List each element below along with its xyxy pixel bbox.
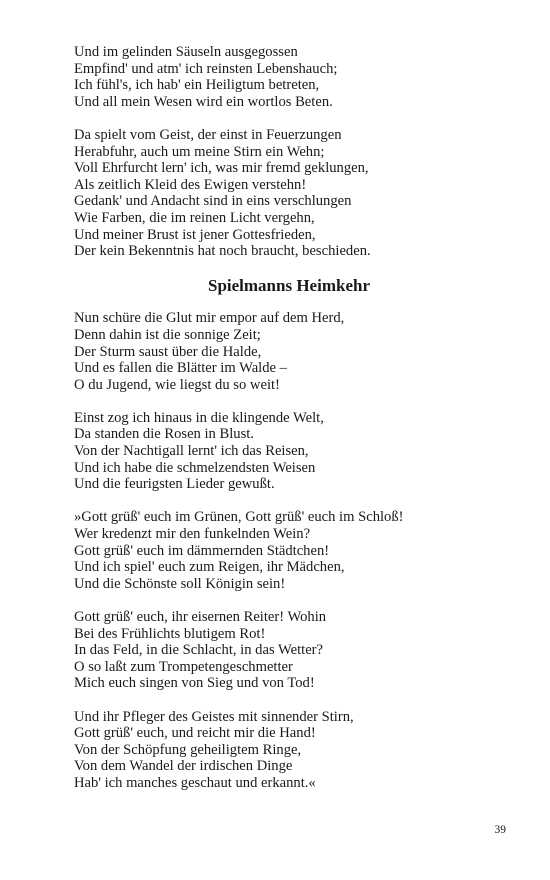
verse-line: Und die Schönste soll Königin sein! (74, 575, 286, 592)
verse-line: Wer kredenzt mir den funkelnden Wein? (74, 526, 311, 543)
verse-line: Von der Nachtigall lernt' ich das Reisen, (74, 443, 309, 460)
stanza (74, 44, 504, 110)
stanza (74, 609, 504, 692)
verse-line: Und meiner Brust ist jener Gottesfrieden, (74, 226, 316, 243)
verse-line: Und im gelinden Säuseln ausgegossen (74, 44, 298, 60)
verse-line: Bei des Frühlichts blutigem Rot! (74, 625, 266, 642)
verse-line: Gedank' und Andacht sind in eins verschlungen (74, 193, 352, 210)
verse-line: In das Feld, in die Schlacht, in das Wetter? (74, 642, 324, 659)
poem-spielmanns-heimkehr (74, 276, 504, 791)
verse-line: Der kein Bekenntnis hat noch braucht, beschieden. (74, 243, 371, 260)
verse-line: Mich euch singen von Sieg und von Tod! (74, 675, 315, 692)
verse-line: Und ich spiel' euch zum Reigen, ihr Mädchen, (74, 559, 345, 576)
verse-line: Und all mein Wesen wird ein wortlos Beten. (74, 93, 333, 110)
verse-line: Ich fühl's, ich hab' ein Heiligtum betreten, (74, 77, 320, 94)
page-body (74, 44, 504, 808)
verse-line: Und ich habe die schmelzendsten Weisen (74, 459, 316, 476)
verse-line: Denn dahin ist die sonnige Zeit; (74, 326, 261, 343)
verse-line: O du Jugend, wie liegst du so weit! (74, 376, 280, 393)
verse-line: Empfind' und atm' ich reinsten Lebenshauch; (74, 60, 338, 77)
verse-line: Und es fallen die Blätter im Walde – (74, 360, 287, 377)
verse-line: Gott grüß' euch im dämmernden Städtchen! (74, 542, 330, 559)
verse-line: Nun schüre die Glut mir empor auf dem Herd, (74, 310, 345, 327)
verse-line: Herabfuhr, auch um meine Stirn ein Wehn; (74, 143, 325, 160)
stanza (74, 709, 504, 792)
verse-line: Wie Farben, die im reinen Licht vergehn, (74, 209, 315, 226)
page-number: 39 (494, 824, 506, 836)
verse-line: Da standen die Rosen in Blust. (74, 426, 254, 443)
verse-line: Da spielt vom Geist, der einst in Feuerzungen (74, 126, 342, 143)
verse-line: Einst zog ich hinaus in die klingende Welt, (74, 409, 324, 426)
verse-line: Und die feurigsten Lieder gewußt. (74, 476, 275, 493)
verse-line: Von der Schöpfung geheiligtem Ringe, (74, 741, 302, 758)
poem-title: Spielmanns Heimkehr (208, 276, 370, 296)
stanza (74, 310, 504, 393)
verse-line: Als zeitlich Kleid des Ewigen verstehn! (74, 176, 307, 193)
verse-line: Gott grüß' euch, ihr eisernen Reiter! Wohin (74, 609, 327, 625)
verse-line: Voll Ehrfurcht lern' ich, was mir fremd geklungen, (74, 160, 369, 177)
stanza (74, 410, 504, 493)
verse-line: O so laßt zum Trompetengeschmetter (74, 658, 293, 675)
verse-line: Und ihr Pfleger des Geistes mit sinnender Stirn, (74, 708, 354, 725)
verse-line: Der Sturm saust über die Halde, (74, 343, 262, 360)
verse-line: »Gott grüß' euch im Grünen, Gott grüß' euch im Schloß! (74, 509, 404, 526)
verse-line: Gott grüß' euch, und reicht mir die Hand! (74, 725, 316, 742)
verse-line: Hab' ich manches geschaut und erkannt.« (74, 774, 316, 791)
stanza (74, 127, 504, 260)
stanza (74, 509, 504, 592)
verse-line: Von dem Wandel der irdischen Dinge (74, 758, 293, 775)
poem-continuation (74, 44, 504, 260)
